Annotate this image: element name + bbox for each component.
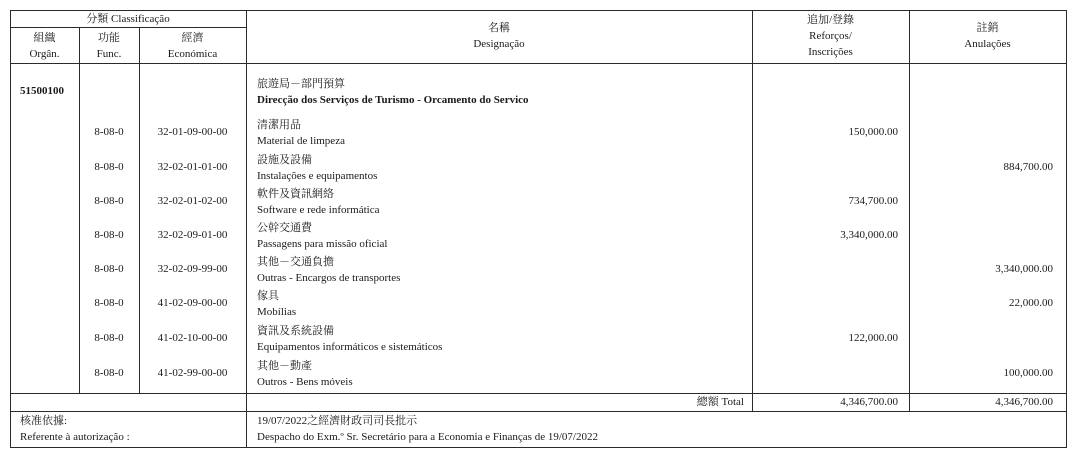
rule-col5 (909, 10, 910, 412)
row-name-zh: 資訊及系統設備 (257, 325, 334, 337)
row-econ: 32-02-01-02-00 (157, 195, 228, 207)
row-name-pt: Material de limpeza (257, 135, 345, 147)
header-econ-pt: Económica (167, 48, 218, 60)
row-anulacao: 884,700.00 (1003, 161, 1053, 173)
row-func: 8-08-0 (94, 126, 124, 138)
rule-bottom (10, 447, 1067, 448)
row-reforco: 734,700.00 (848, 195, 898, 207)
total-reforcos: 4,346,700.00 (840, 396, 898, 408)
row-func: 8-08-0 (94, 229, 124, 241)
row-func: 8-08-0 (94, 263, 124, 275)
row-func: 8-08-0 (94, 195, 124, 207)
row-econ: 41-02-99-00-00 (157, 367, 228, 379)
organ-title-zh: 旅遊局－部門預算 (257, 78, 345, 90)
organ-code: 51500100 (20, 85, 64, 97)
footer-value-zh: 19/07/2022之經濟財政司司長批示 (257, 415, 418, 427)
header-organ-pt: Orgân. (29, 48, 60, 60)
rule-col4 (752, 10, 753, 412)
footer-label-pt: Referente à autorização : (20, 431, 130, 443)
header-desig-zh: 名稱 (488, 22, 510, 34)
header-econ-zh: 經濟 (181, 32, 204, 44)
header-classificacao: 分類 Classificação (86, 13, 170, 25)
row-name-pt: Instalações e equipamentos (257, 170, 378, 182)
row-func: 8-08-0 (94, 297, 124, 309)
row-func: 8-08-0 (94, 367, 124, 379)
header-anul-zh: 註銷 (976, 22, 999, 34)
row-econ: 32-01-09-00-00 (157, 126, 228, 138)
row-name-zh: 其他－交通負擔 (257, 256, 334, 268)
row-func: 8-08-0 (94, 332, 124, 344)
row-anulacao: 22,000.00 (1009, 297, 1053, 309)
header-reforcos-pt2: Inscrições (808, 46, 853, 58)
row-econ: 32-02-09-01-00 (157, 229, 228, 241)
header-organ-zh: 組織 (33, 32, 56, 44)
row-econ: 41-02-09-00-00 (157, 297, 228, 309)
footer-value-pt: Despacho do Exm.º Sr. Secretário para a Economia e Finanças de 19/07/2022 (257, 431, 598, 443)
total-anulacoes: 4,346,700.00 (995, 396, 1053, 408)
row-func: 8-08-0 (94, 161, 124, 173)
row-name-zh: 清潔用品 (257, 119, 301, 131)
rule-left (10, 10, 11, 448)
row-reforco: 150,000.00 (848, 126, 898, 138)
row-reforco: 3,340,000.00 (840, 229, 898, 241)
row-anulacao: 3,340,000.00 (995, 263, 1053, 275)
row-reforco: 122,000.00 (848, 332, 898, 344)
row-anulacao: 100,000.00 (1003, 367, 1053, 379)
row-name-pt: Software e rede informática (257, 204, 380, 216)
row-econ: 41-02-10-00-00 (157, 332, 228, 344)
footer-label-zh: 核准依據: (20, 415, 68, 427)
header-desig-pt: Designação (473, 38, 525, 50)
organ-title-pt: Direcção dos Serviços de Turismo - Orcamento do Servico (257, 94, 529, 106)
row-name-pt: Mobílias (257, 306, 297, 318)
row-econ: 32-02-01-01-00 (157, 161, 228, 173)
header-func-pt: Func. (96, 48, 122, 60)
header-anul-pt: Anulações (964, 38, 1011, 50)
row-name-pt: Passagens para missão oficial (257, 238, 388, 250)
row-name-zh: 其他－動產 (257, 360, 312, 372)
row-name-pt: Outras - Encargos de transportes (257, 272, 401, 284)
rule-col3 (246, 10, 247, 448)
rule-classif-under (10, 27, 246, 28)
row-name-zh: 傢具 (257, 290, 279, 302)
row-name-zh: 設施及設備 (257, 154, 312, 166)
header-func-zh: 功能 (98, 32, 120, 44)
rule-right (1066, 10, 1067, 448)
total-label: 總額 Total (696, 396, 744, 408)
row-name-pt: Outros - Bens móveis (257, 376, 353, 388)
row-econ: 32-02-09-99-00 (157, 263, 228, 275)
row-name-zh: 軟件及資訊網絡 (257, 188, 334, 200)
header-reforcos-pt1: Reforços/ (809, 30, 852, 42)
header-reforcos-zh: 追加/登錄 (806, 14, 855, 26)
row-name-zh: 公幹交通費 (257, 222, 312, 234)
row-name-pt: Equipamentos informáticos e sistemáticos (257, 341, 443, 353)
